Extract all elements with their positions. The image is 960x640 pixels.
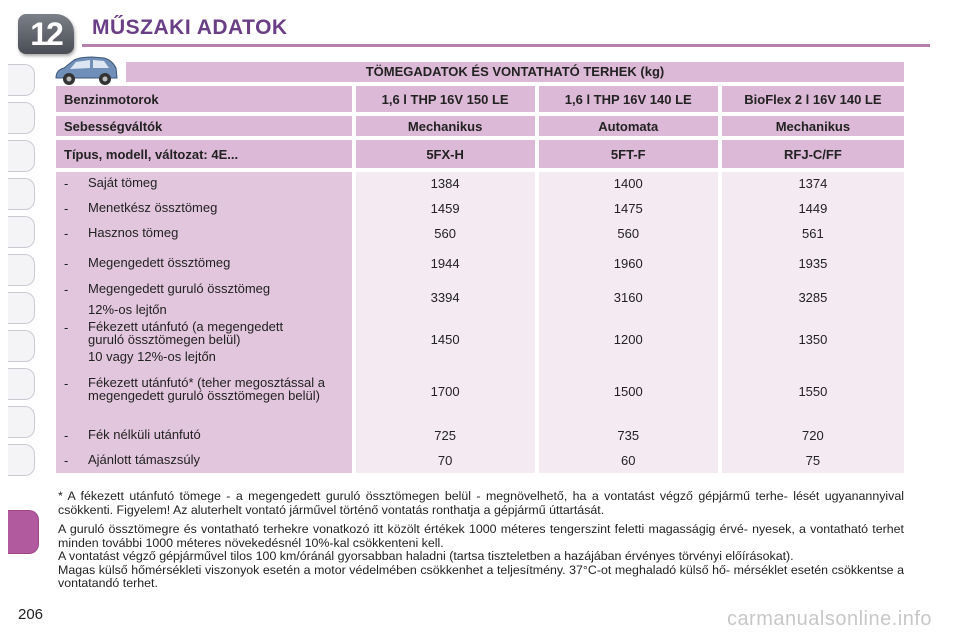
table-cell: 1475 bbox=[613, 201, 643, 216]
chapter-tab[interactable] bbox=[8, 444, 35, 476]
table-cell: 3285 bbox=[798, 290, 828, 305]
chapter-tab[interactable] bbox=[8, 102, 35, 134]
table-cell: 1200 bbox=[613, 332, 643, 347]
gearbox-col-3: Mechanikus bbox=[722, 116, 904, 136]
chapter-number-badge: 12 bbox=[18, 14, 74, 54]
table-row-label: - Menetkész össztömeg bbox=[64, 200, 218, 216]
table-cell: 1459 bbox=[430, 201, 460, 216]
chapter-tab[interactable] bbox=[8, 406, 35, 438]
chapter-tab[interactable] bbox=[8, 254, 35, 286]
watermark: carmanualsonline.info bbox=[726, 608, 932, 630]
row-labels bbox=[56, 172, 352, 473]
table-row-label: - Fékezett utánfutó (a megengedett guruló össztömegen belül) 10 vagy 12%-os lejtőn bbox=[64, 319, 284, 364]
note-paragraph: A vontatást végző gépjárművel tilos 100 km/óránál gyorsabban haladni (tartsa tiszteletben a hazájában érvényes törvényi előírásokat). bbox=[58, 549, 794, 563]
table-cell: 1550 bbox=[798, 384, 828, 399]
table-cell: 725 bbox=[434, 428, 456, 443]
table-cell: 561 bbox=[802, 226, 824, 241]
note-paragraph: A guruló össztömegre és vontatható terhekre vonatkozó itt közölt értékek 1000 méteres tengerszint feletti magasságig érvé- nyesek, a vontatható terhet minden további 1000 méteres növekedésnél 10%-kal csökkenteni kell. bbox=[58, 522, 904, 550]
chapter-tab[interactable] bbox=[8, 292, 35, 324]
table-cell: 1944 bbox=[430, 256, 460, 271]
values-col-1 bbox=[356, 172, 535, 473]
table-cell: 1400 bbox=[613, 176, 643, 191]
chapter-tab-strip bbox=[0, 40, 40, 620]
chapter-tab[interactable] bbox=[8, 64, 35, 96]
type-col-3: RFJ-C/FF bbox=[722, 140, 904, 168]
table-row-label: - Ajánlott támaszsúly bbox=[64, 452, 200, 468]
table-cell: 3394 bbox=[430, 290, 460, 305]
table-cell: 1500 bbox=[613, 384, 643, 399]
table-cell: 3160 bbox=[613, 290, 643, 305]
table-cell: 1960 bbox=[613, 256, 643, 271]
engine-col-3: BioFlex 2 l 16V 140 LE bbox=[722, 86, 904, 112]
table-cell: 60 bbox=[621, 453, 636, 468]
table-row-label: - Saját tömeg bbox=[64, 175, 158, 191]
chapter-tab[interactable] bbox=[8, 216, 35, 248]
table-cell: 75 bbox=[805, 453, 821, 468]
type-label: Típus, modell, változat: 4E... bbox=[56, 140, 352, 168]
type-col-2: 5FT-F bbox=[539, 140, 718, 168]
table-cell: 1700 bbox=[430, 384, 460, 399]
table-cell: 560 bbox=[617, 226, 640, 241]
table-row-label: - Megengedett guruló össztömeg 12%-os lejtőn bbox=[64, 281, 271, 317]
table-cell: 735 bbox=[617, 428, 640, 443]
table-row-label: - Fékezett utánfutó* (teher megosztással a megengedett guruló össztömegen belül) bbox=[64, 375, 326, 403]
page-number: 206 bbox=[18, 606, 44, 623]
gearbox-col-2: Automata bbox=[539, 116, 718, 136]
table-row-label: - Fék nélküli utánfutó bbox=[64, 427, 201, 443]
values-col-3 bbox=[722, 172, 904, 473]
table-cell: 1350 bbox=[798, 332, 828, 347]
table-row-label: - Megengedett össztömeg bbox=[64, 255, 231, 271]
engine-col-1: 1,6 l THP 16V 150 LE bbox=[356, 86, 535, 112]
chapter-tab[interactable] bbox=[8, 330, 35, 362]
engine-col-2: 1,6 l THP 16V 140 LE bbox=[539, 86, 718, 112]
table-cell: 720 bbox=[802, 428, 824, 443]
header-divider bbox=[82, 44, 930, 47]
chapter-tab[interactable] bbox=[8, 368, 35, 400]
gearbox-col-1: Mechanikus bbox=[356, 116, 535, 136]
page-title: MŰSZAKI ADATOK bbox=[92, 16, 288, 39]
table-cell: 1935 bbox=[798, 256, 828, 271]
table-cell: 70 bbox=[437, 453, 453, 468]
table-title: TÖMEGADATOK ÉS VONTATHATÓ TERHEK (kg) bbox=[126, 62, 904, 82]
values-col-2 bbox=[539, 172, 718, 473]
footnote: * A fékezett utánfutó tömege - a megengedett guruló össztömegen belül - megnövelhető, ha a vontatást végző gépjármű terhe- lését ugyanannyival csökkenti. Figyelem! Az aluterhelt vontató járművel történő vontatás ronthatja a gépjármű úttartását. bbox=[58, 489, 904, 517]
notes-section bbox=[58, 490, 904, 591]
table-cell: 1374 bbox=[798, 176, 828, 191]
type-col-1: 5FX-H bbox=[356, 140, 535, 168]
table-cell: 1449 bbox=[798, 201, 828, 216]
note-paragraph: Magas külső hőmérsékleti viszonyok esetén a motor védelmében csökkenhet a teljesítmény. 37°C-ot meghaladó külső hő- mérséklet esetén csökkentse a vontatandó terhet. bbox=[58, 562, 904, 590]
table-cell: 1450 bbox=[430, 332, 460, 347]
table-row-label: - Hasznos tömeg bbox=[64, 225, 179, 241]
table-cell: 1384 bbox=[430, 176, 460, 191]
table-cell: 560 bbox=[434, 226, 456, 241]
gearbox-label: Sebességváltók bbox=[56, 116, 352, 136]
weights-table bbox=[56, 62, 904, 477]
engine-label: Benzinmotorok bbox=[56, 86, 352, 112]
chapter-tab[interactable] bbox=[8, 178, 35, 210]
chapter-tab[interactable] bbox=[8, 140, 35, 172]
chapter-tab-active[interactable] bbox=[8, 510, 39, 554]
